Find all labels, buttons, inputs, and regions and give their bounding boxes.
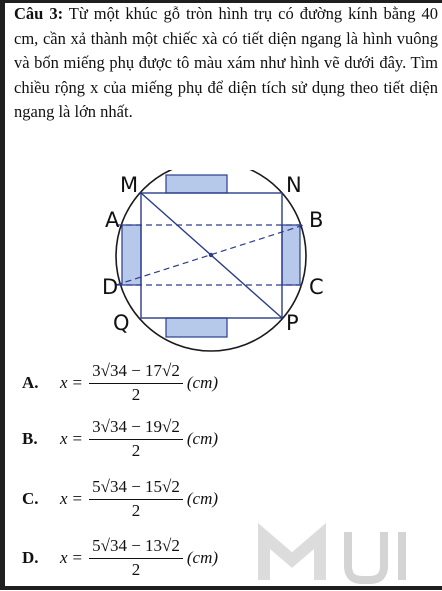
watermark-u-shape bbox=[348, 532, 384, 580]
option-d-fraction bbox=[89, 536, 183, 580]
label-N: N bbox=[286, 173, 302, 197]
option-a-var: x bbox=[60, 373, 68, 392]
option-b-unit: (cm) bbox=[186, 429, 219, 448]
option-a-denominator: 2 bbox=[131, 385, 141, 404]
label-Q: Q bbox=[113, 311, 130, 335]
option-a-numerator: 3√34 − 17√2 bbox=[89, 361, 183, 384]
label-D: D bbox=[102, 275, 119, 299]
option-a-unit: (cm) bbox=[186, 373, 219, 392]
option-d-var: x bbox=[60, 548, 68, 567]
option-d-numerator: 5√34 − 13√2 bbox=[89, 536, 183, 559]
option-c[interactable] bbox=[22, 474, 322, 524]
center-point bbox=[209, 253, 213, 257]
option-c-denominator: 2 bbox=[131, 501, 141, 520]
frame-left-border bbox=[0, 0, 5, 590]
option-a-eq: = bbox=[72, 373, 83, 392]
option-a-fraction bbox=[89, 361, 183, 405]
option-c-numerator: 5√34 − 15√2 bbox=[89, 477, 183, 500]
option-b-eq: = bbox=[72, 429, 83, 448]
option-b-numerator: 3√34 − 19√2 bbox=[89, 417, 183, 440]
bottom-side-piece bbox=[166, 318, 227, 337]
option-b-denominator: 2 bbox=[131, 441, 141, 460]
watermark-svg bbox=[258, 520, 418, 586]
top-side-piece bbox=[166, 175, 227, 193]
option-b-var: x bbox=[60, 429, 68, 448]
option-d-letter: D. bbox=[22, 548, 39, 567]
option-c-letter: C. bbox=[22, 489, 39, 508]
label-C: C bbox=[309, 275, 324, 299]
option-b-letter: B. bbox=[22, 429, 38, 448]
left-side-piece bbox=[122, 225, 141, 285]
option-c-fraction bbox=[89, 477, 183, 521]
label-B: B bbox=[309, 208, 324, 232]
watermark-i-shape bbox=[398, 532, 406, 580]
option-d-denominator: 2 bbox=[131, 560, 141, 579]
option-c-var: x bbox=[60, 489, 68, 508]
figure-svg bbox=[80, 170, 340, 360]
watermark-m-shape bbox=[264, 536, 320, 580]
option-a-letter: A. bbox=[22, 373, 39, 392]
right-side-piece bbox=[282, 225, 300, 285]
problem-text: Từ một khúc gỗ tròn hình trụ có đường kính bằng 40 cm, cần xả thành một chiếc xà có tiết diện ngang là hình vuông và bốn miếng phụ được tô màu xám như hình vẽ dưới đây. Tìm chiều rộng x của miếng phụ để diện tích sử dụng theo tiết diện ngang là lớn nhất. bbox=[14, 4, 438, 121]
label-A: A bbox=[105, 208, 120, 232]
label-P: P bbox=[286, 311, 299, 335]
option-b[interactable] bbox=[22, 414, 322, 464]
problem-label: Câu 3: bbox=[14, 4, 64, 23]
option-d-unit: (cm) bbox=[186, 548, 219, 567]
cross-section-figure bbox=[80, 170, 340, 360]
label-M: M bbox=[120, 173, 139, 197]
option-c-unit: (cm) bbox=[186, 489, 219, 508]
option-d-eq: = bbox=[72, 548, 83, 567]
option-a[interactable] bbox=[22, 358, 322, 408]
option-c-eq: = bbox=[72, 489, 83, 508]
problem-statement bbox=[14, 2, 438, 125]
option-b-fraction bbox=[89, 417, 183, 461]
frame-bottom-border bbox=[0, 586, 442, 590]
watermark-logo bbox=[258, 520, 418, 586]
